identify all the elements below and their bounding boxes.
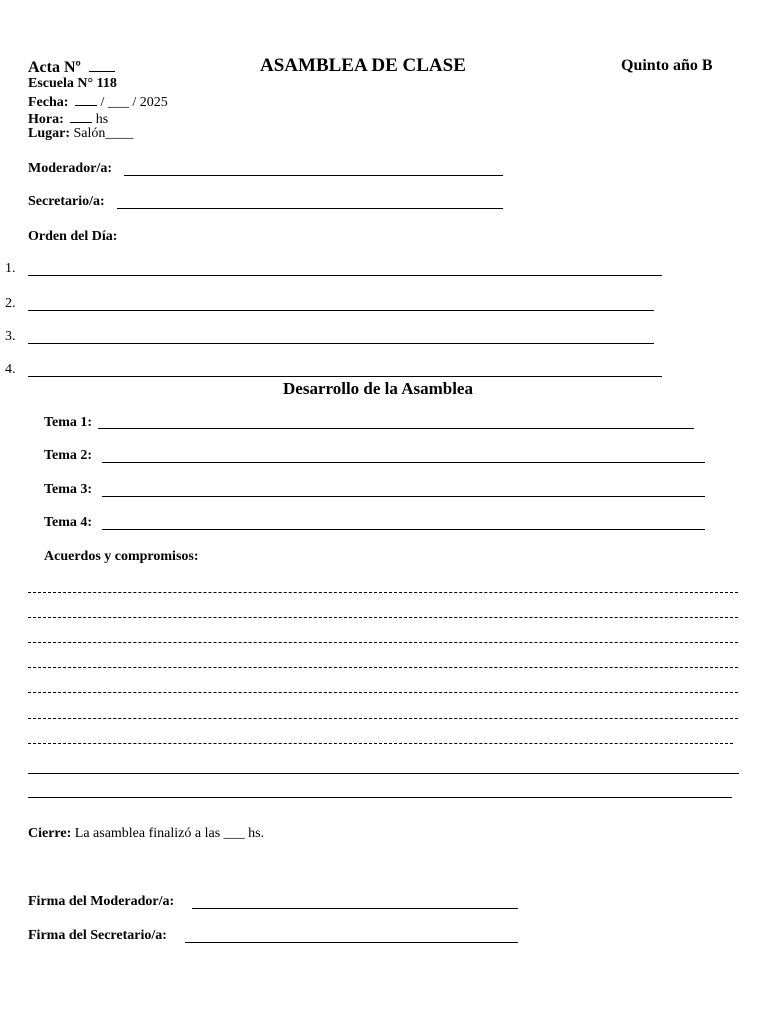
secretary-signature-label: Firma del Secretario/a: [28, 928, 167, 943]
acta-label: Acta Nº [28, 59, 81, 76]
agreements-line[interactable] [28, 592, 738, 593]
hour-blank[interactable] [70, 110, 92, 123]
agreements-label: Acuerdos y compromisos: [44, 549, 199, 564]
closing-label: Cierre: [28, 826, 72, 841]
agenda-item-4-field[interactable] [28, 376, 662, 377]
secretary-signature-field[interactable] [185, 942, 518, 943]
agenda-number-4: 4. [5, 362, 16, 377]
acta-number [28, 57, 115, 77]
topic-3-label: Tema 3: [44, 482, 93, 497]
topic-2-field[interactable] [102, 462, 705, 463]
agreements-line[interactable] [28, 773, 739, 774]
agenda-number-3: 3. [5, 329, 16, 344]
place-value: Salón____ [73, 126, 134, 141]
place-row [28, 126, 133, 142]
moderator-label: Moderador/a: [28, 161, 112, 176]
agenda-number-2: 2. [5, 296, 16, 311]
secretary-label: Secretario/a: [28, 194, 105, 209]
agenda-item-1-field[interactable] [28, 275, 662, 276]
class-name: Quinto año B [621, 57, 713, 74]
moderator-signature-field[interactable] [192, 908, 518, 909]
topic-2-label: Tema 2: [44, 448, 93, 463]
hour-unit: hs [95, 112, 109, 127]
topic-1-field[interactable] [98, 428, 694, 429]
agreements-line[interactable] [28, 743, 733, 744]
place-label: Lugar: [28, 126, 70, 141]
date-value: / ___ / 2025 [100, 95, 168, 110]
moderator-signature-label: Firma del Moderador/a: [28, 894, 175, 909]
hour-label: Hora: [28, 112, 64, 127]
date-row [28, 93, 168, 111]
school-name: Escuela N° 118 [28, 76, 117, 91]
agreements-line[interactable] [28, 797, 732, 798]
topic-4-label: Tema 4: [44, 515, 93, 530]
agreements-line[interactable] [28, 617, 738, 618]
agreements-line[interactable] [28, 667, 738, 668]
moderator-field[interactable] [124, 175, 503, 176]
date-day-blank[interactable] [75, 93, 97, 106]
closing-text: La asamblea finalizó a las ___ hs. [74, 826, 265, 841]
development-title: Desarrollo de la Asamblea [283, 379, 473, 398]
topic-4-field[interactable] [102, 529, 705, 530]
topic-3-field[interactable] [102, 496, 705, 497]
closing-row [28, 826, 264, 842]
agenda-number-1: 1. [5, 261, 16, 276]
agenda-title: Orden del Día: [28, 229, 118, 244]
date-label: Fecha: [28, 95, 69, 110]
page-title: ASAMBLEA DE CLASE [260, 55, 466, 76]
acta-number-blank[interactable] [89, 57, 115, 72]
agenda-item-2-field[interactable] [28, 310, 654, 311]
agreements-line[interactable] [28, 642, 738, 643]
agenda-item-3-field[interactable] [28, 343, 654, 344]
agreements-line[interactable] [28, 692, 738, 693]
agreements-line[interactable] [28, 718, 738, 719]
topic-1-label: Tema 1: [44, 415, 93, 430]
secretary-field[interactable] [117, 208, 503, 209]
